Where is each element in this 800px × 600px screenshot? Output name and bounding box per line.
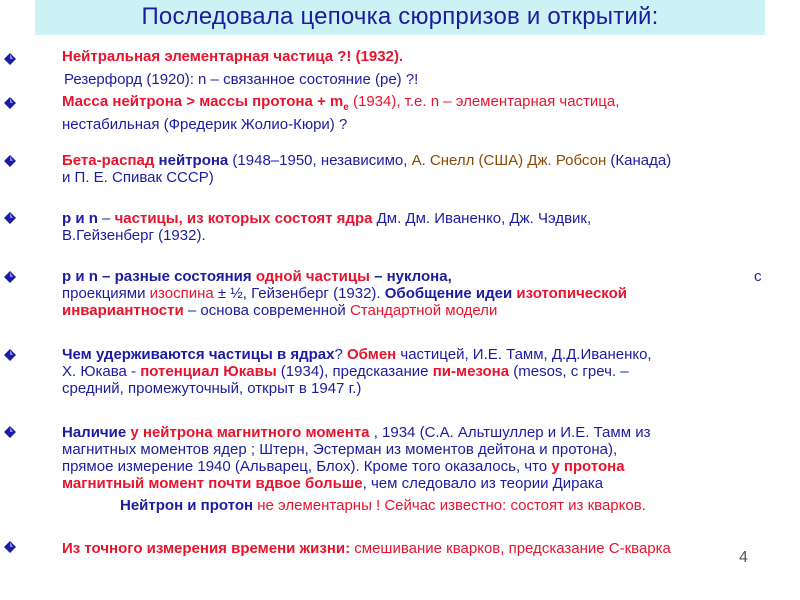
item-beta-decay xyxy=(62,152,792,186)
text-joliot-curie: нестабильная (Фредерик Жолио-Кюри) ? xyxy=(62,116,348,133)
text-yukawa: Х. Юкава - xyxy=(62,363,141,380)
text-neutron-proton: Нейтрон и протон xyxy=(120,497,254,514)
text-p-n: p и n xyxy=(62,268,98,285)
item-not-elementary xyxy=(120,497,800,514)
text-nuclei-particles: частицы, из которых состоят ядра xyxy=(114,210,373,227)
text-isotopic: изотопической xyxy=(512,285,627,302)
text-intermediate: средний, промежуточный, открыт в 1947 г.) xyxy=(62,380,362,397)
text-altshuller: , 1934 (С.А. Альтшуллер и И.Е. Тамм из xyxy=(369,424,651,441)
text-of-neutron: нейтрона xyxy=(154,152,229,169)
text-direct-measurement: прямое измерение 1940 (Альварец, Блох). Кроме того оказалось, что xyxy=(62,458,552,475)
text-projections: проекциями xyxy=(62,285,150,302)
text-nucleon: – нуклона, xyxy=(369,268,452,285)
text-years: (1948–1950, независимо, xyxy=(228,152,412,169)
text-canada: (Канада) xyxy=(606,152,672,169)
diamond-bullet-icon xyxy=(4,155,16,167)
text-yukawa-potential: потенциал Юкавы xyxy=(140,363,277,380)
text-tamm: частицей, И.Е. Тамм, Д.Д.Иваненко, xyxy=(396,346,652,363)
text-one-particle: одной частицы xyxy=(255,268,370,285)
slide-title: Последовала цепочка сюрпризов и открытий: xyxy=(141,3,659,30)
text-snell-robson: А. Снелл (США) Дж. Робсон xyxy=(411,152,607,169)
text-beta-decay: Бета-распад xyxy=(62,152,155,169)
text-c-quark: смешивание кварков, предсказание С-кварка xyxy=(350,540,671,557)
text-with: с xyxy=(754,268,762,285)
text-generalization: Обобщение идеи xyxy=(384,285,513,302)
item-neutral-particle: Нейтральная элементарная частица ?! (1932). xyxy=(62,48,404,65)
text-dirac: , чем следовало из теории Дирака xyxy=(362,475,604,492)
diamond-bullet-icon xyxy=(4,212,16,224)
diamond-bullet-icon xyxy=(4,349,16,361)
text-different-states: – разные состояния xyxy=(97,268,256,285)
diamond-bullet-icon xyxy=(4,271,16,283)
text-spivak: и П. Е. Спивак СССР) xyxy=(62,169,214,186)
text-p-n: p и n xyxy=(62,210,98,227)
text-ivanenko: Дм. Дм. Иваненко, Дж. Чэдвик, xyxy=(372,210,592,227)
text-half: ± ½, Гейзенберг (1932). xyxy=(213,285,385,302)
diamond-bullet-icon xyxy=(4,53,16,65)
text-basis: – основа современной xyxy=(183,302,350,319)
text-stern: магнитных моментов ядер ; Штерн, Эстерман из моментов дейтона и протона), xyxy=(62,441,618,458)
item-nucleon xyxy=(62,268,792,319)
item-nuclear-binding xyxy=(62,346,792,397)
diamond-bullet-icon xyxy=(4,426,16,438)
text-exchange: Обмен xyxy=(347,346,397,363)
text-invariance: инвариантности xyxy=(62,302,184,319)
item-rutherford: Резерфорд (1920): n – связанное состояние (pe) ?! xyxy=(64,71,419,88)
text-quarks: не элементарны ! Сейчас известно: состоят из кварков. xyxy=(253,497,646,514)
text-lifetime: Из точного измерения времени жизни: xyxy=(62,540,351,557)
item-neutron-mass xyxy=(62,93,792,133)
text-standard-model: Стандартной модели xyxy=(349,302,498,319)
item-lifetime xyxy=(62,540,792,557)
item-magnetic-moment xyxy=(62,424,792,492)
text-presence: Наличие xyxy=(62,424,131,441)
text-mesos: (mesos, с греч. – xyxy=(509,363,629,380)
text-double-moment: магнитный момент почти вдвое больше xyxy=(62,475,363,492)
text-mass-rest: (1934), т.е. n – элементарная частица, xyxy=(348,93,620,110)
text-neutron-moment: у нейтрона магнитного момента xyxy=(130,424,370,441)
text-sub-e: e xyxy=(343,102,349,113)
diamond-bullet-icon xyxy=(4,97,16,109)
text-proton: у протона xyxy=(551,458,625,475)
diamond-bullet-icon xyxy=(4,541,16,553)
text-what-holds: Чем удерживаются частицы в ядрах xyxy=(62,346,335,363)
text-dash: – xyxy=(97,210,115,227)
text-mass-comparison: Масса нейтрона > массы протона + m xyxy=(62,93,344,110)
text-question: ? xyxy=(334,346,347,363)
item-p-n-particles xyxy=(62,210,792,244)
text-isospin: изоспина xyxy=(149,285,214,302)
text-pi-meson: пи-мезона xyxy=(432,363,510,380)
page-number: 4 xyxy=(739,549,748,566)
text-heisenberg: В.Гейзенберг (1932). xyxy=(62,227,206,244)
text-prediction: (1934), предсказание xyxy=(276,363,433,380)
